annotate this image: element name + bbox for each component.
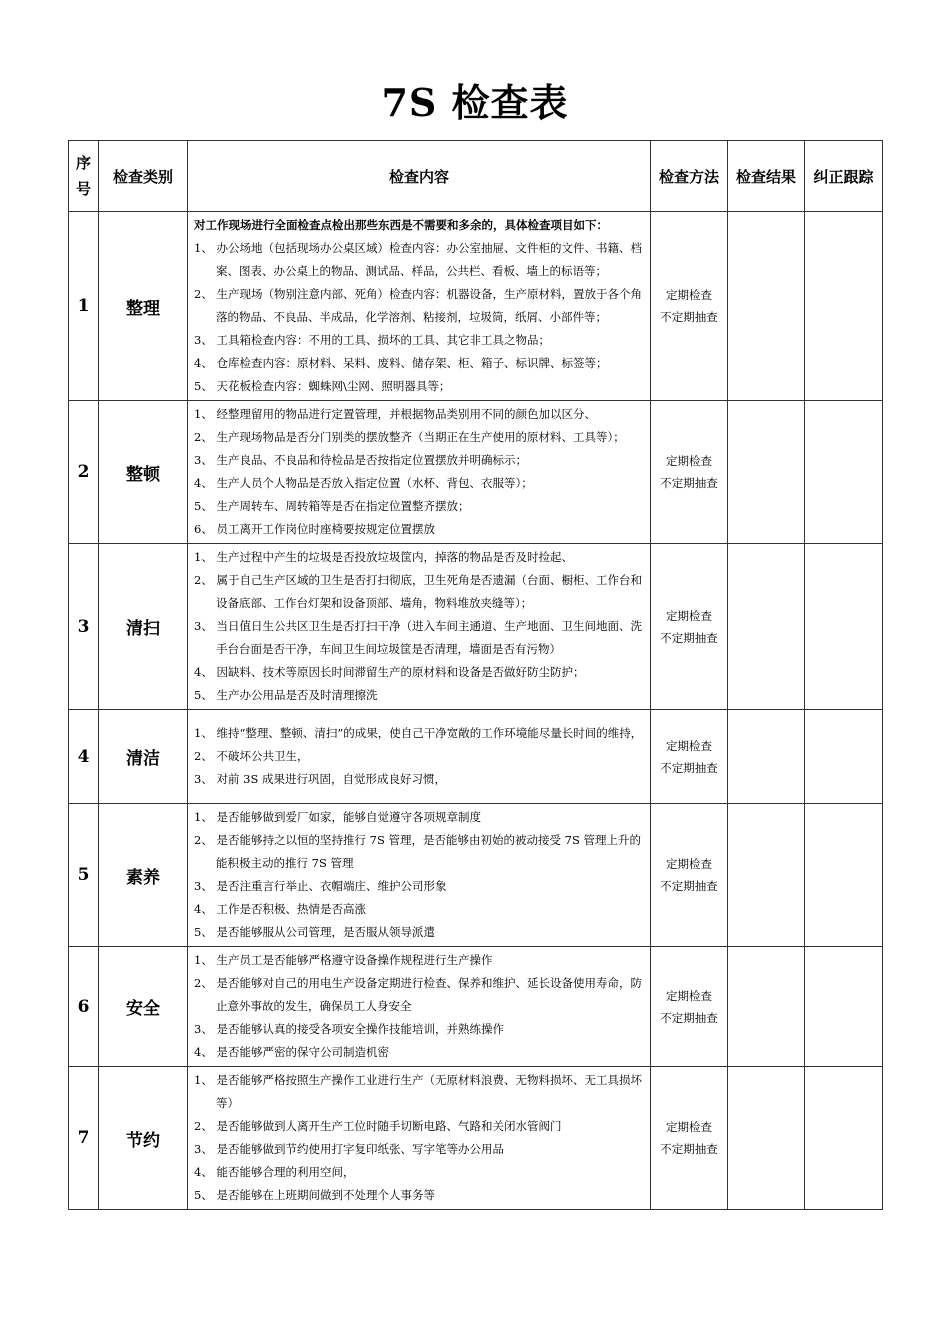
row-category: 节约 (99, 1067, 188, 1210)
content-item: 3、 对前 3S 成果进行巩固，自觉形成良好习惯， (194, 772, 446, 786)
row-number: 6 (69, 947, 99, 1067)
row-result-cell[interactable] (728, 212, 805, 401)
content-item: 3、 是否能够认真的接受各项安全操作技能培训，并熟练操作 (194, 1022, 504, 1036)
row-method (651, 212, 728, 401)
method-regular: 定期检查 (666, 288, 712, 302)
row-result-cell[interactable] (728, 1067, 805, 1210)
content-item: 1、 经整理留用的物品进行定置管理，并根据物品类别用不同的颜色加以区分、 (194, 407, 596, 421)
row-result-cell[interactable] (728, 947, 805, 1067)
row-method (651, 947, 728, 1067)
content-item: 5、 天花板检查内容：蜘蛛网\尘网、照明器具等； (194, 379, 451, 393)
row-tracking-cell[interactable] (805, 212, 883, 401)
inspection-table (68, 140, 883, 1210)
content-intro: 对工作现场进行全面检查点检出那些东西是不需要和多余的，具体检查项目如下： (194, 218, 608, 232)
content-item: 1、 是否能够严格按照生产操作工业进行生产（无原材料浪费、无物料损坏、无工具损坏等） (194, 1073, 642, 1110)
method-regular: 定期检查 (666, 608, 712, 623)
content-item: 4、 仓库检查内容：原材料、呆料、废料、储存架、柜、箱子、标识牌、标签等； (194, 356, 608, 370)
table-row (69, 947, 883, 1067)
row-tracking-cell[interactable] (805, 1067, 883, 1210)
header-category: 检查类别 (99, 141, 188, 212)
content-item: 1、 生产过程中产生的垃圾是否投放垃圾筐内，掉落的物品是否及时捡起、 (194, 550, 573, 564)
table-row (69, 1067, 883, 1210)
row-tracking-cell[interactable] (805, 804, 883, 947)
header-result: 检查结果 (728, 141, 805, 212)
row-category: 清扫 (99, 544, 188, 710)
row-number: 4 (69, 710, 99, 804)
content-item: 1、 维持“整理、整顿、清扫”的成果，使自己干净宽敞的工作环境能尽量长时间的维持， (194, 726, 643, 740)
row-result-cell[interactable] (728, 710, 805, 804)
method-random: 不定期抽查 (660, 630, 718, 645)
content-item: 2、 属于自己生产区域的卫生是否打扫彻底，卫生死角是否遗漏（台面、橱柜、工作台和设备底部、工作台灯架和设备顶部、墙角，物料堆放夹缝等）； (194, 573, 642, 610)
table-header-row (69, 141, 883, 212)
row-method (651, 401, 728, 544)
header-method: 检查方法 (651, 141, 728, 212)
content-item: 2、 是否能够持之以恒的坚持推行 7S 管理，是否能够由初始的被动接受 7S 管理上升的能积极主动的推行 7S 管理 (194, 833, 641, 870)
header-content: 检查内容 (188, 141, 651, 212)
header-tracking: 纠正跟踪 (805, 141, 883, 212)
content-item: 5、 是否能够服从公司管理，是否服从领导派遣 (194, 925, 435, 939)
content-item: 1、 是否能够做到爱厂如家，能够自觉遵守各项规章制度 (194, 810, 481, 824)
method-random: 不定期抽查 (660, 879, 718, 893)
content-item: 2、 生产现场物品是否分门别类的摆放整齐（当期正在生产使用的原材料、工具等）； (194, 430, 625, 444)
method-random: 不定期抽查 (660, 760, 718, 775)
content-item: 4、 工作是否积极、热情是否高涨 (194, 902, 366, 916)
row-method (651, 1067, 728, 1210)
method-random: 不定期抽查 (660, 1142, 718, 1156)
row-category: 整理 (99, 212, 188, 401)
row-content (188, 947, 651, 1067)
row-number: 1 (69, 212, 99, 401)
content-item: 1、 生产员工是否能够严格遵守设备操作规程进行生产操作 (194, 953, 493, 967)
content-item: 5、 生产周转车、周转箱等是否在指定位置整齐摆放； (194, 499, 470, 513)
row-result-cell[interactable] (728, 401, 805, 544)
content-item: 4、 是否能够严密的保守公司制造机密 (194, 1045, 389, 1059)
content-item: 3、 生产良品、不良品和待检品是否按指定位置摆放并明确标示； (194, 453, 527, 467)
row-content (188, 710, 651, 804)
row-tracking-cell[interactable] (805, 947, 883, 1067)
row-category: 素养 (99, 804, 188, 947)
row-content (188, 1067, 651, 1210)
content-item: 3、 是否注重言行举止、衣帽端庄、维护公司形象 (194, 879, 447, 893)
method-random: 不定期抽查 (660, 1010, 718, 1025)
table-row (69, 212, 883, 401)
content-item: 2、 不破坏公共卫生， (194, 749, 309, 763)
table-row (69, 544, 883, 710)
content-item: 3、 是否能够做到节约使用打字复印纸张、写字笔等办公用品 (194, 1142, 504, 1156)
content-item: 5、 生产办公用品是否及时清理擦洗 (194, 688, 378, 702)
content-item: 2、 是否能够对自己的用电生产设备定期进行检查、保养和维护、延长设备使用寿命，防止意外事故的发生，确保员工人身安全 (194, 976, 642, 1013)
page-title: 7S 检查表 (381, 80, 569, 125)
row-result-cell[interactable] (728, 804, 805, 947)
row-tracking-cell[interactable] (805, 710, 883, 804)
method-regular: 定期检查 (666, 988, 712, 1003)
row-method (651, 804, 728, 947)
content-item: 1、 办公场地（包括现场办公桌区域）检查内容：办公室抽屉、文件柜的文件、书籍、档案、图表、办公桌上的物品、测试品、样品，公共栏、看板、墙上的标语等； (194, 241, 642, 278)
row-category: 安全 (99, 947, 188, 1067)
method-regular: 定期检查 (666, 1120, 712, 1134)
row-method (651, 710, 728, 804)
row-number: 2 (69, 401, 99, 544)
row-content (188, 212, 651, 401)
content-item: 2、 是否能够做到人离开生产工位时随手切断电路、气路和关闭水管阀门 (194, 1119, 562, 1133)
row-number: 5 (69, 804, 99, 947)
header-seq: 序号 (69, 141, 99, 212)
row-content (188, 544, 651, 710)
row-number: 7 (69, 1067, 99, 1210)
content-item: 4、 生产人员个人物品是否放入指定位置（水杯、背包、衣服等）； (194, 476, 533, 490)
row-tracking-cell[interactable] (805, 544, 883, 710)
content-item: 4、 能否能够合理的利用空间， (194, 1165, 355, 1179)
content-item: 5、 是否能够在上班期间做到不处理个人事务等 (194, 1188, 435, 1202)
content-item: 2、 生产现场（物别注意内部、死角）检查内容：机器设备，生产原材料，置放于各个角落的物品、不良品、半成品，化学溶剂、粘接剂，垃圾筒，纸屑、小部件等； (194, 287, 642, 324)
method-regular: 定期检查 (666, 454, 712, 468)
row-category: 整顿 (99, 401, 188, 544)
row-category: 清洁 (99, 710, 188, 804)
row-method (651, 544, 728, 710)
row-content (188, 804, 651, 947)
row-number: 3 (69, 544, 99, 710)
content-item: 6、 员工离开工作岗位时座椅要按规定位置摆放 (194, 522, 435, 536)
method-random: 不定期抽查 (660, 476, 718, 490)
method-regular: 定期检查 (666, 738, 712, 753)
method-regular: 定期检查 (666, 857, 712, 871)
content-item: 3、 当日值日生公共区卫生是否打扫干净（进入车间主通道、生产地面、卫生间地面、洗手台台面是否干净，车间卫生间垃圾筐是否清理，墙面是否有污物） (194, 619, 642, 656)
table-row (69, 401, 883, 544)
content-item: 4、 因缺料、技术等原因长时间滞留生产的原材料和设备是否做好防尘防护； (194, 665, 585, 679)
content-item: 3、 工具箱检查内容：不用的工具、损坏的工具、其它非工具之物品； (194, 333, 550, 347)
row-result-cell[interactable] (728, 544, 805, 710)
table-row (69, 804, 883, 947)
table-row (69, 710, 883, 804)
row-tracking-cell[interactable] (805, 401, 883, 544)
row-content (188, 401, 651, 544)
method-random: 不定期抽查 (660, 310, 718, 324)
